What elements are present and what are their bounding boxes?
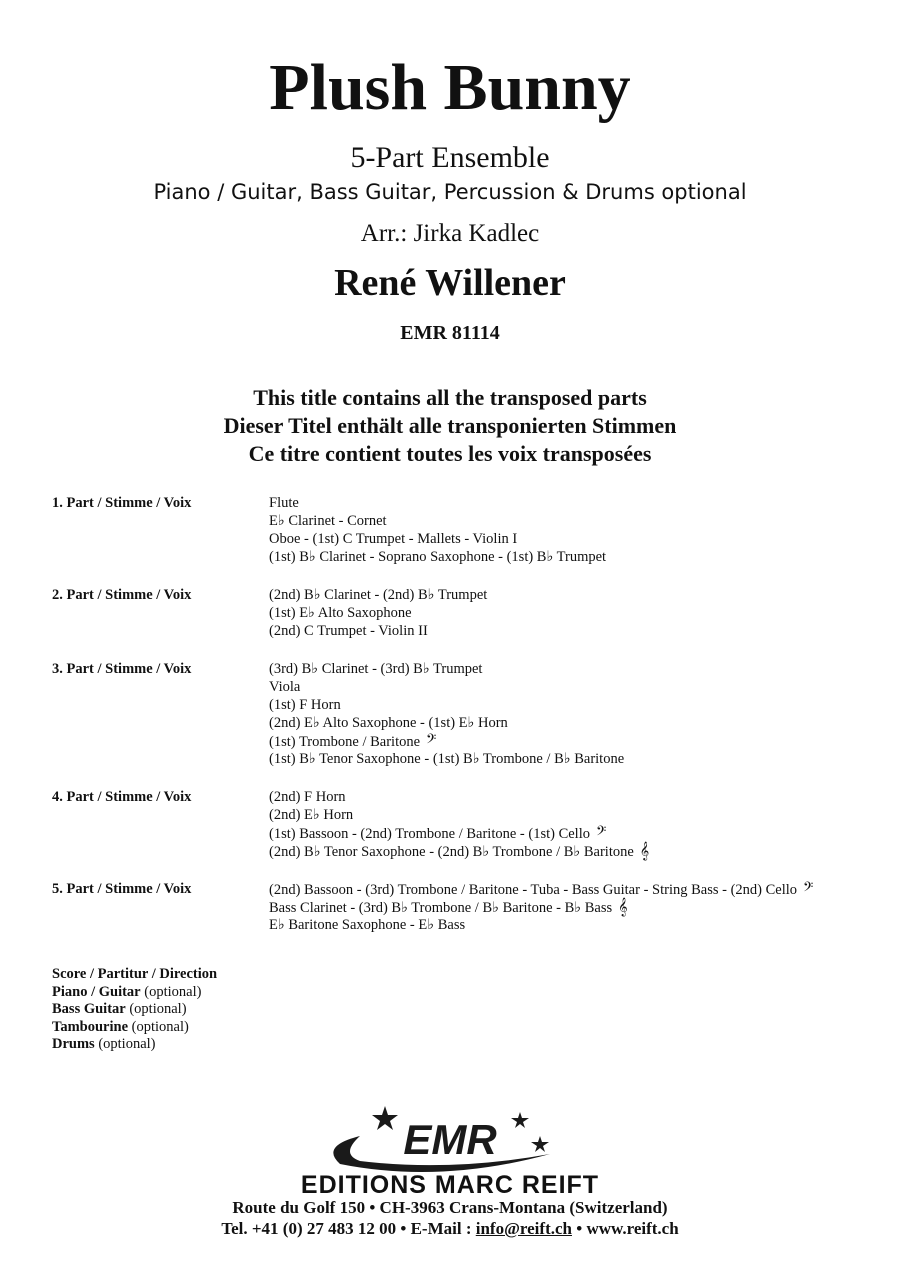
star-icon bbox=[511, 1112, 529, 1128]
part-instruments bbox=[269, 494, 882, 566]
instrument-text: Flute bbox=[269, 495, 299, 511]
score-extras bbox=[52, 966, 217, 1054]
ensemble-subtitle: 5-Part Ensemble bbox=[350, 141, 550, 174]
instrument-text: (1st) Bassoon - (2nd) Trombone / Baritone - (1st) Cello bbox=[269, 826, 590, 842]
instrument-line bbox=[269, 750, 882, 768]
instrument-text: (1st) B♭ Tenor Saxophone - (1st) B♭ Trombone / B♭ Baritone bbox=[269, 751, 625, 767]
extra-part-name: Bass Guitar bbox=[52, 1001, 126, 1017]
extra-part bbox=[52, 1019, 217, 1037]
extra-part-name: Drums bbox=[52, 1036, 95, 1052]
extra-part-name: Tambourine bbox=[52, 1018, 129, 1035]
instrument-text: (2nd) B♭ Tenor Saxophone - (2nd) B♭ Trombone / B♭ Baritone bbox=[269, 844, 634, 860]
transposition-notes bbox=[0, 384, 900, 468]
extra-part bbox=[52, 984, 217, 1002]
instrument-line bbox=[269, 880, 882, 898]
instrument-line bbox=[269, 586, 882, 604]
instrument-line bbox=[269, 842, 882, 860]
email-link[interactable]: info@reift.ch bbox=[475, 1219, 572, 1238]
extra-part-note: (optional) bbox=[125, 1001, 187, 1017]
website-link[interactable]: www.reift.ch bbox=[586, 1219, 679, 1238]
part-instruments bbox=[269, 880, 882, 934]
part-group bbox=[52, 494, 882, 566]
part-group bbox=[52, 788, 882, 860]
instrument-text: (2nd) Bassoon - (3rd) Trombone / Baritone - Tuba - Bass Guitar - String Bass - (2nd) Cello bbox=[269, 882, 798, 898]
arranger: Arr.: Jirka Kadlec bbox=[360, 220, 540, 247]
part-instruments bbox=[269, 660, 882, 768]
part-label: 2. Part / Stimme / Voix bbox=[52, 587, 192, 603]
instrument-text: (2nd) F Horn bbox=[269, 789, 346, 805]
emr-logo bbox=[300, 1106, 600, 1176]
instrument-line bbox=[269, 548, 882, 566]
treble-clef-icon: 𝄞 bbox=[618, 897, 628, 916]
instrument-text: (2nd) E♭ Alto Saxophone - (1st) E♭ Horn bbox=[269, 715, 508, 731]
part-label: 1. Part / Stimme / Voix bbox=[52, 495, 192, 511]
publisher-contact bbox=[0, 1218, 900, 1239]
instrument-text: (1st) B♭ Clarinet - Soprano Saxophone - (1st) B♭ Trumpet bbox=[269, 549, 607, 565]
part-instruments bbox=[269, 586, 882, 640]
part-group bbox=[52, 660, 882, 768]
instrument-line bbox=[269, 788, 882, 806]
instrument-text: (2nd) B♭ Clarinet - (2nd) B♭ Trumpet bbox=[269, 587, 488, 603]
extra-part-note: (optional) bbox=[94, 1036, 156, 1052]
instrument-text: (1st) E♭ Alto Saxophone bbox=[269, 605, 412, 621]
instrument-text: Bass Clarinet - (3rd) B♭ Trombone / B♭ Baritone - B♭ Bass bbox=[269, 900, 613, 916]
bass-clef-icon: 𝄢 bbox=[426, 731, 437, 750]
instrument-line bbox=[269, 494, 882, 512]
part-label: 4. Part / Stimme / Voix bbox=[52, 789, 192, 805]
contact-separator: • bbox=[571, 1219, 587, 1238]
contact-phone: Tel. +41 (0) 27 483 12 00 • E-Mail : bbox=[221, 1219, 476, 1238]
star-icon bbox=[531, 1136, 549, 1152]
instrument-line bbox=[269, 806, 882, 824]
note-french: Ce titre contient toutes les voix transposées bbox=[248, 441, 652, 466]
instrument-line bbox=[269, 916, 882, 934]
part-instruments bbox=[269, 788, 882, 860]
parts-list bbox=[52, 494, 882, 934]
composer: René Willener bbox=[334, 262, 566, 304]
extra-part-note: (optional) bbox=[140, 983, 202, 1000]
instrument-text: Viola bbox=[269, 679, 301, 695]
part-label: 5. Part / Stimme / Voix bbox=[52, 881, 192, 897]
instrument-line bbox=[269, 678, 882, 696]
star-icon bbox=[372, 1106, 398, 1130]
page-title: Plush Bunny bbox=[269, 51, 631, 124]
publisher-address: Route du Golf 150 • CH-3963 Crans-Montana (Switzerland) bbox=[232, 1198, 668, 1217]
instrument-line bbox=[269, 660, 882, 678]
extra-part-note: (optional) bbox=[128, 1018, 189, 1035]
instrument-line bbox=[269, 898, 882, 916]
treble-clef-icon: 𝄞 bbox=[639, 841, 650, 860]
extra-part bbox=[52, 1001, 217, 1019]
extra-part-name: Piano / Guitar bbox=[52, 983, 141, 1000]
extra-part bbox=[52, 1036, 217, 1054]
instrument-text: E♭ Clarinet - Cornet bbox=[269, 513, 387, 529]
bass-clef-icon: 𝄢 bbox=[596, 823, 607, 842]
instrument-line bbox=[269, 714, 882, 732]
instrument-line bbox=[269, 604, 882, 622]
extra-part bbox=[52, 966, 217, 984]
part-group bbox=[52, 586, 882, 640]
note-english: This title contains all the transposed parts bbox=[253, 385, 647, 410]
catalog-number: EMR 81114 bbox=[400, 322, 500, 344]
extra-part-name: Score / Partitur / Direction bbox=[52, 966, 218, 982]
instrument-line bbox=[269, 696, 882, 714]
instrument-line bbox=[269, 824, 882, 842]
note-german: Dieser Titel enthält alle transponierten Stimmen bbox=[223, 413, 677, 438]
instrument-line bbox=[269, 622, 882, 640]
part-group bbox=[52, 880, 882, 934]
instrument-text: (3rd) B♭ Clarinet - (3rd) B♭ Trumpet bbox=[269, 661, 483, 677]
instrument-line bbox=[269, 512, 882, 530]
instrument-text: (2nd) E♭ Horn bbox=[269, 807, 354, 823]
instrument-text: (1st) Trombone / Baritone bbox=[269, 734, 421, 750]
publisher-name: EDITIONS MARC REIFT bbox=[300, 1171, 600, 1199]
instrument-text: (2nd) C Trumpet - Violin II bbox=[269, 623, 428, 639]
instrument-text: E♭ Baritone Saxophone - E♭ Bass bbox=[269, 917, 466, 933]
bass-clef-icon: 𝄢 bbox=[803, 879, 814, 898]
instrument-text: (1st) F Horn bbox=[269, 697, 341, 713]
part-label: 3. Part / Stimme / Voix bbox=[52, 661, 192, 677]
instrumentation: Piano / Guitar, Bass Guitar, Percussion & Drums optional bbox=[153, 180, 747, 204]
instrument-line bbox=[269, 530, 882, 548]
instrument-text: Oboe - (1st) C Trumpet - Mallets - Violin I bbox=[269, 531, 518, 547]
logo-text: EMR bbox=[403, 1116, 497, 1163]
instrument-line bbox=[269, 732, 882, 750]
